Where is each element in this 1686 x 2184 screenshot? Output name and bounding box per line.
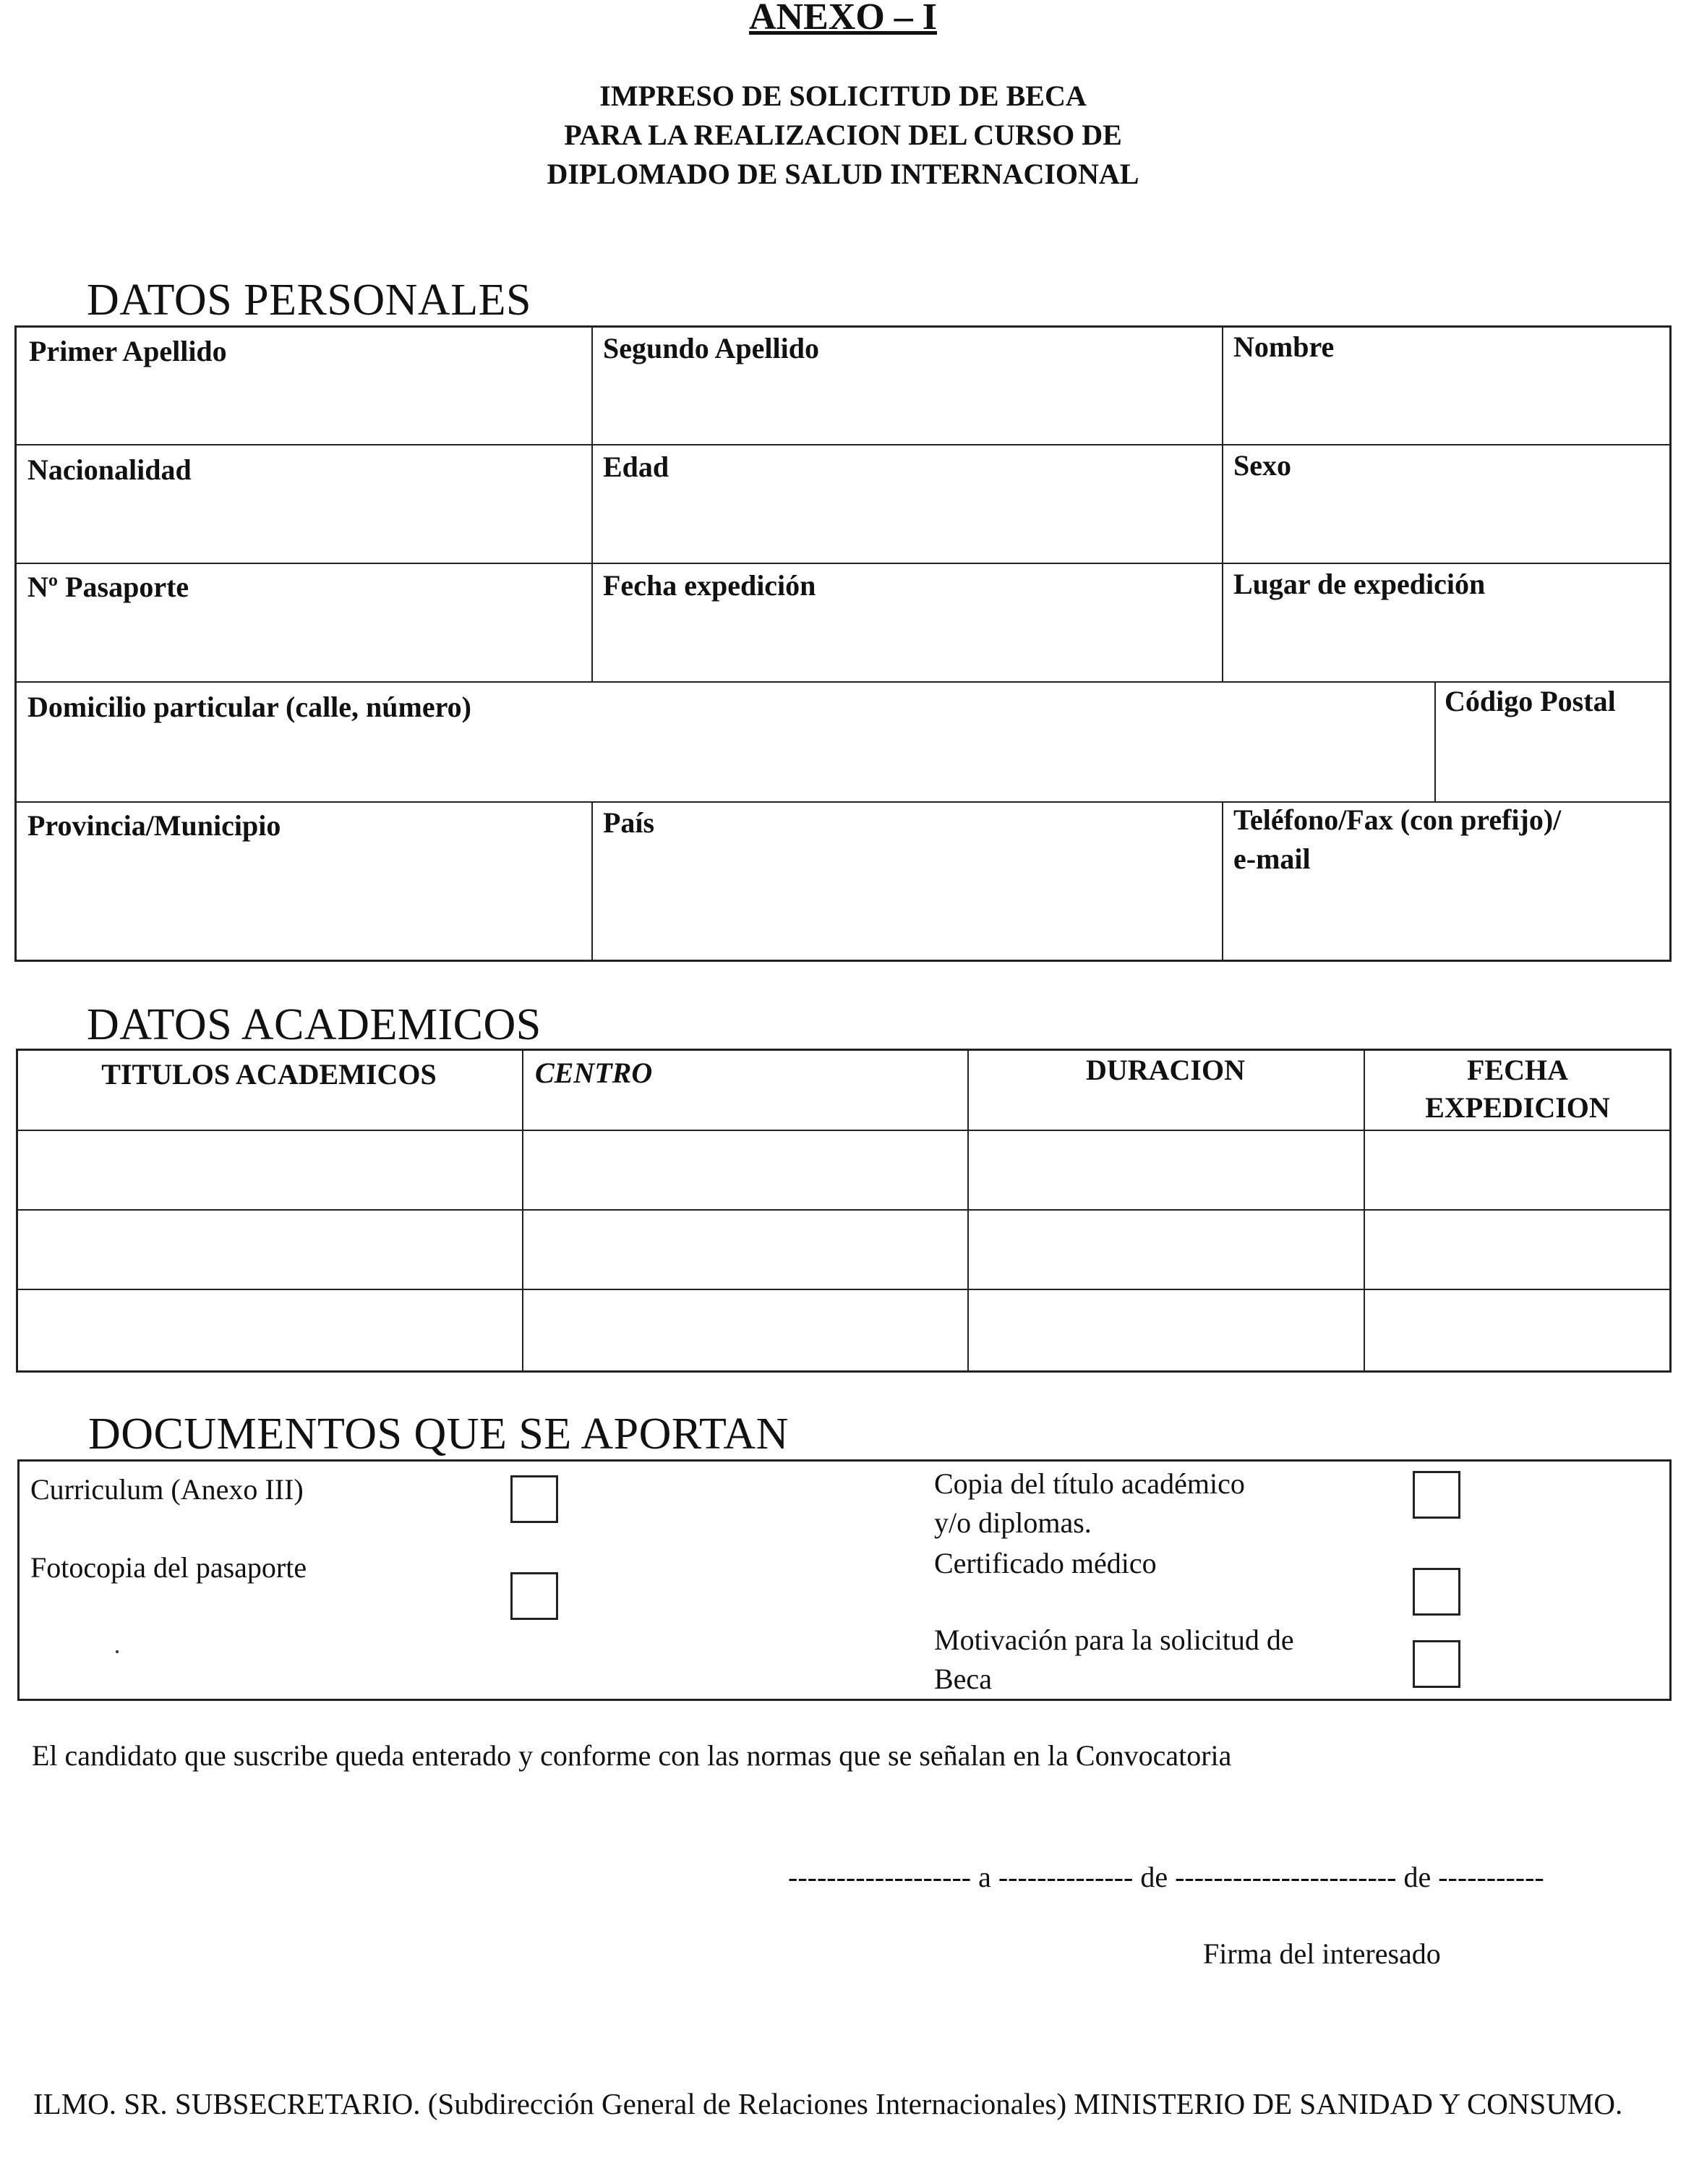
- personal-section-heading: DATOS PERSONALES: [87, 276, 531, 325]
- academic-cell-titulo-2[interactable]: [17, 1211, 521, 1287]
- col-header-expedicion: EXPEDICION: [1425, 1091, 1610, 1124]
- documents-section-heading: DOCUMENTOS QUE SE APORTAN: [88, 1409, 789, 1459]
- col-divider: [591, 325, 593, 681]
- fotocopia-label: Fotocopia del pasaporte: [30, 1551, 307, 1584]
- academic-cell-duracion-3[interactable]: [969, 1290, 1362, 1370]
- email-field[interactable]: e-mail: [1233, 843, 1311, 875]
- sexo-field[interactable]: Sexo: [1233, 449, 1291, 482]
- academic-cell-centro-3[interactable]: [523, 1290, 966, 1370]
- col-divider: [1222, 801, 1223, 962]
- segundo-apellido-field[interactable]: Segundo Apellido: [603, 332, 820, 364]
- row-divider: [14, 444, 1672, 445]
- fotocopia-checkbox[interactable]: [510, 1572, 558, 1620]
- motivacion-label-2: Beca: [934, 1663, 992, 1695]
- academic-cell-fecha-1[interactable]: [1365, 1131, 1670, 1208]
- col-divider: [591, 801, 593, 962]
- primer-apellido-field[interactable]: Primer Apellido: [29, 335, 227, 367]
- telefono-field[interactable]: Teléfono/Fax (con prefijo)/: [1233, 803, 1562, 836]
- page-title: ANEXO – I: [748, 0, 938, 38]
- signature-label: Firma del interesado: [1203, 1937, 1441, 1970]
- curriculum-label: Curriculum (Anexo III): [30, 1473, 304, 1506]
- motivacion-checkbox[interactable]: [1413, 1640, 1460, 1688]
- date-place-line[interactable]: ------------------- a -------------- de ----------------------- de -----------: [788, 1861, 1544, 1893]
- row-divider: [14, 563, 1672, 564]
- academic-section-heading: DATOS ACADEMICOS: [87, 1000, 542, 1049]
- fecha-expedicion-field[interactable]: Fecha expedición: [603, 569, 816, 602]
- copia-titulo-label: Copia del título académico: [934, 1467, 1245, 1500]
- form-subtitle: [0, 77, 1686, 194]
- codigo-postal-field[interactable]: Código Postal: [1445, 685, 1616, 717]
- academic-cell-duracion-2[interactable]: [969, 1211, 1362, 1287]
- copia-titulo-checkbox[interactable]: [1413, 1471, 1460, 1519]
- col-divider: [1434, 681, 1436, 801]
- nombre-field[interactable]: Nombre: [1233, 330, 1335, 363]
- nacionalidad-field[interactable]: Nacionalidad: [27, 453, 192, 486]
- certificado-label: Certificado médico: [934, 1547, 1157, 1579]
- stray-dot: [116, 1650, 119, 1653]
- pasaporte-field[interactable]: Nº Pasaporte: [27, 571, 189, 603]
- addressee-footer: ILMO. SR. SUBSECRETARIO. (Subdirección General de Relaciones Internacionales) MINISTERIO DE SANIDAD Y CONSUMO.: [33, 2087, 1623, 2120]
- subtitle-line-3: DIPLOMADO DE SALUD INTERNACIONAL: [547, 158, 1139, 190]
- row-divider: [14, 681, 1672, 683]
- academic-cell-titulo-3[interactable]: [17, 1290, 521, 1370]
- col-header-duracion: DURACION: [1086, 1054, 1245, 1086]
- edad-field[interactable]: Edad: [603, 451, 669, 483]
- motivacion-label: Motivación para la solicitud de: [934, 1624, 1294, 1656]
- academic-cell-duracion-1[interactable]: [969, 1131, 1362, 1208]
- col-header-fecha: FECHA: [1467, 1054, 1568, 1086]
- declaration-text: El candidato que suscribe queda enterado y conforme con las normas que se señalan en la Convocatoria: [32, 1739, 1232, 1772]
- col-divider: [1222, 325, 1223, 681]
- academic-cell-titulo-1[interactable]: [17, 1131, 521, 1208]
- col-header-centro: CENTRO: [535, 1057, 653, 1089]
- academic-cell-fecha-3[interactable]: [1365, 1290, 1670, 1370]
- academic-cell-fecha-2[interactable]: [1365, 1211, 1670, 1287]
- curriculum-checkbox[interactable]: [510, 1475, 558, 1523]
- certificado-checkbox[interactable]: [1413, 1568, 1460, 1616]
- academic-cell-centro-2[interactable]: [523, 1211, 966, 1287]
- provincia-field[interactable]: Provincia/Municipio: [27, 809, 281, 842]
- lugar-expedicion-field[interactable]: Lugar de expedición: [1233, 568, 1486, 600]
- copia-titulo-label-2: y/o diplomas.: [934, 1506, 1092, 1539]
- personal-data-table: [14, 325, 1672, 962]
- academic-cell-centro-1[interactable]: [523, 1131, 966, 1208]
- pais-field[interactable]: País: [603, 806, 655, 839]
- subtitle-line-2: PARA LA REALIZACION DEL CURSO DE: [564, 119, 1122, 151]
- subtitle-line-1: IMPRESO DE SOLICITUD DE BECA: [599, 80, 1087, 112]
- col-header-titulos: TITULOS ACADEMICOS: [101, 1058, 437, 1091]
- domicilio-field[interactable]: Domicilio particular (calle, número): [27, 691, 471, 723]
